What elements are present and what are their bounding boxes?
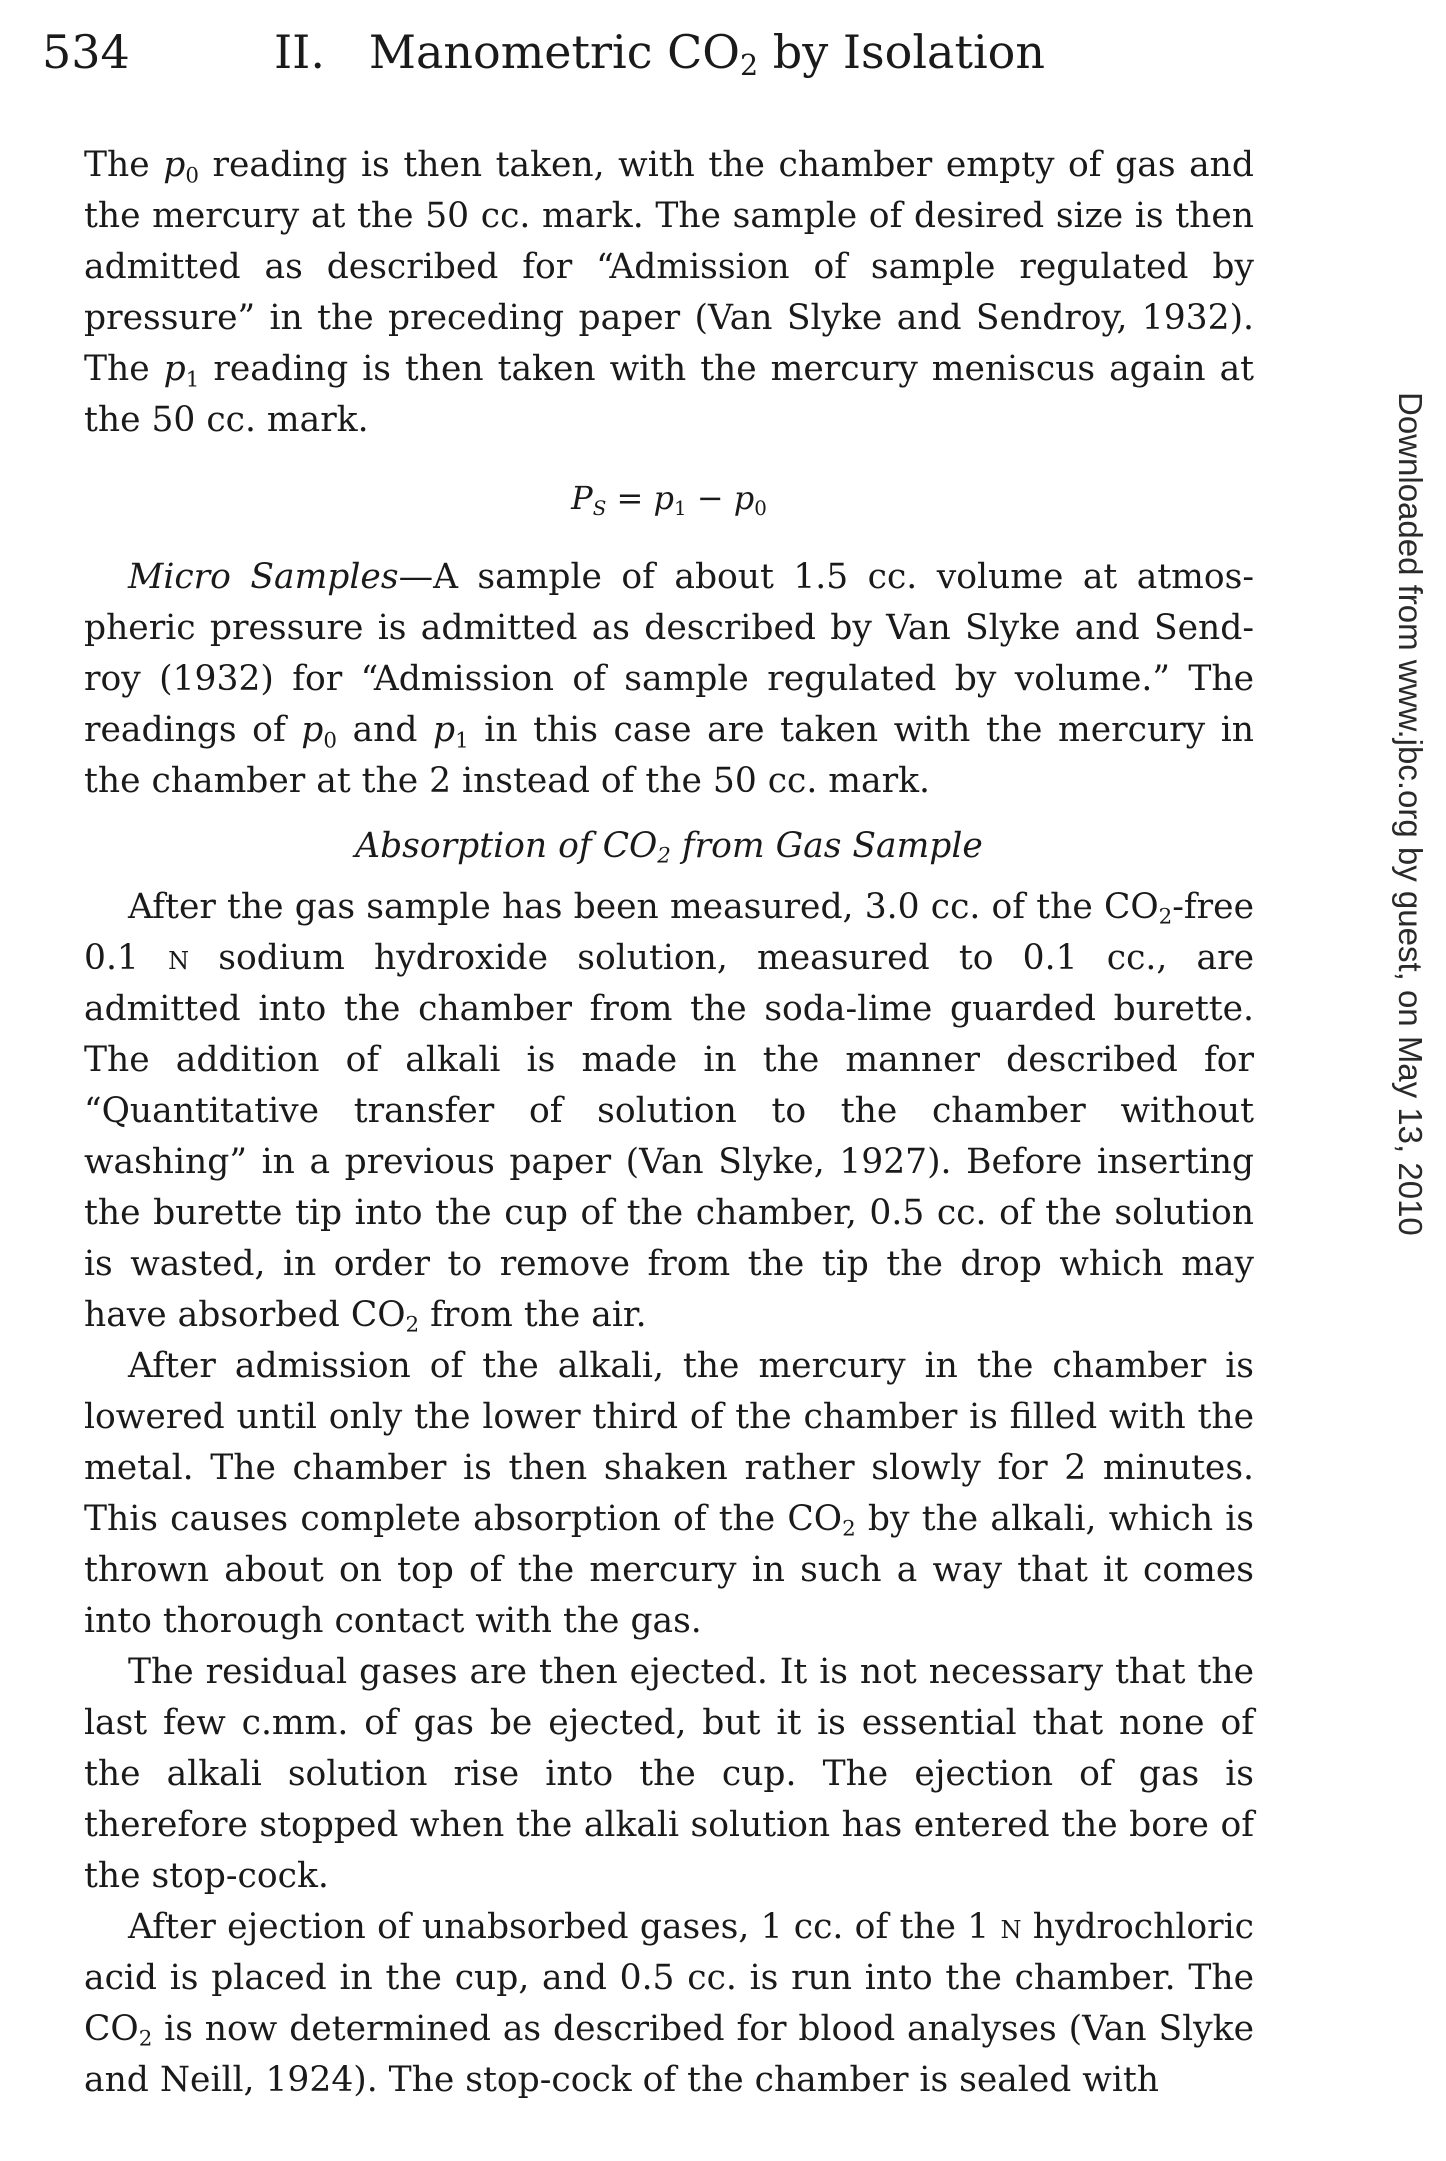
normality-symbol: n (168, 938, 190, 978)
chemical-subscript: 2 (405, 1312, 420, 1338)
run-in-heading: Micro Samples (128, 557, 399, 597)
math-subscript: 0 (185, 163, 199, 189)
math-subscript: 0 (323, 728, 337, 754)
page-number: 534 (42, 25, 130, 79)
text-run: in this case are taken with the mercury in the chamber at the 2 instead of the 50 cc. mark. (84, 710, 1254, 801)
math-subscript: 1 (673, 496, 687, 520)
text-run: After admission of the alkali, the mercury in the chamber is lowered until only the lower third of the chamber is filled with the metal. The chamber is then shaken rather slowly for 2 minutes. This causes complete absorption of the CO (84, 1346, 1254, 1539)
paragraph-alkali-admission (84, 882, 1254, 1341)
text-run: from the air. (419, 1295, 647, 1335)
math-variable: p (163, 349, 186, 389)
math-variable: p (653, 479, 674, 517)
text-run: by the alkali, which is thrown about on top of the mercury in such a way that it comes into thorough contact with the gas. (84, 1499, 1254, 1641)
equation-ps (84, 468, 1254, 528)
running-head (274, 22, 1045, 82)
heading-subscript: 2 (657, 843, 671, 869)
paragraph-p0-reading (84, 140, 1254, 446)
math-operator: = (606, 479, 654, 517)
page-header (42, 22, 1242, 82)
running-head-subscript: 2 (740, 49, 759, 83)
text-run: reading is then taken with the mercury meniscus again at the 50 cc. mark. (84, 349, 1254, 440)
math-subscript: 1 (455, 728, 469, 754)
math-variable: P (571, 479, 593, 517)
math-variable: p (301, 710, 324, 750)
math-operator: − (686, 479, 734, 517)
section-heading (84, 821, 1254, 872)
math-variable: p (163, 145, 186, 185)
chemical-subscript: 2 (1158, 904, 1173, 930)
math-subscript: S (592, 496, 607, 520)
text-run: and (337, 710, 434, 750)
chemical-subscript: 2 (138, 2026, 153, 2052)
text-run: —A sample of about 1.5 cc. volume at atmospheric pressure is admitted as described by Van Slyke and Sendroy (1932) for “Admission of sample regulated by volume.” The readings of (84, 557, 1254, 750)
math-subscript: 0 (754, 496, 767, 520)
running-head-title: Manometric CO (368, 25, 741, 79)
text-run: The (84, 145, 164, 185)
text-run: hydrochloric acid is placed in the cup, and 0.5 cc. is run into the chamber. The CO (84, 1907, 1254, 2049)
paragraph-acid-addition (84, 1902, 1254, 2106)
paragraph-shaking (84, 1341, 1254, 1647)
text-run: -free 0.1 (84, 887, 1254, 978)
text-run: reading is then taken, with the chamber empty of gas and the mercury at the 50 cc. mark. The sample of desired size is then admitted as described for “Admission of sample regulated by pressure” in the preceding paper (Van Slyke and Sendroy, 1932). The (84, 145, 1254, 389)
running-head-section-number: II. (274, 25, 325, 79)
paragraph-micro-samples (84, 552, 1254, 807)
chemical-subscript: 2 (842, 1516, 856, 1542)
text-run: is now determined as described for blood analyses (Van Slyke and Neill, 1924). The stop-cock of the chamber is sealed with (84, 2009, 1254, 2100)
normality-symbol: n (1000, 1907, 1022, 1947)
text-run: sodium hydroxide solution, measured to 0.1 cc., are admitted into the chamber from the soda-lime guarded burette. The addition of alkali is made in the manner described for “Quantitative transfer of solution to the chamber without washing” in a previous paper (Van Slyke, 1927). Before inserting the burette tip into the cup of the chamber, 0.5 cc. of the solution is wasted, in order to remove from the tip the drop which may have absorbed CO (84, 938, 1254, 1335)
text-run: After the gas sample has been measured, 3.0 cc. of the CO (128, 887, 1159, 927)
paragraph-residual-gases: The residual gases are then ejected. It is not necessary that the last few c.mm. of gas be ejected, but it is essential that none of the alkali solution rise into the cup. The ejection of gas is therefore stopped when the alkali solution has entered the bore of the stop-cock. (84, 1652, 1254, 1896)
math-variable: p (733, 479, 755, 517)
text-run: After ejection of unabsorbed gases, 1 cc. of the 1 (128, 1907, 1001, 1947)
body-text (84, 140, 1254, 2106)
math-variable: p (433, 710, 456, 750)
heading-text: Absorption of CO (355, 826, 658, 866)
running-head-title-suffix: by Isolation (758, 25, 1045, 79)
heading-text: from Gas Sample (670, 826, 983, 866)
math-subscript: 1 (185, 367, 200, 393)
download-watermark: Downloaded from www.jbc.org by guest, on May 13, 2010 (1392, 392, 1429, 1236)
